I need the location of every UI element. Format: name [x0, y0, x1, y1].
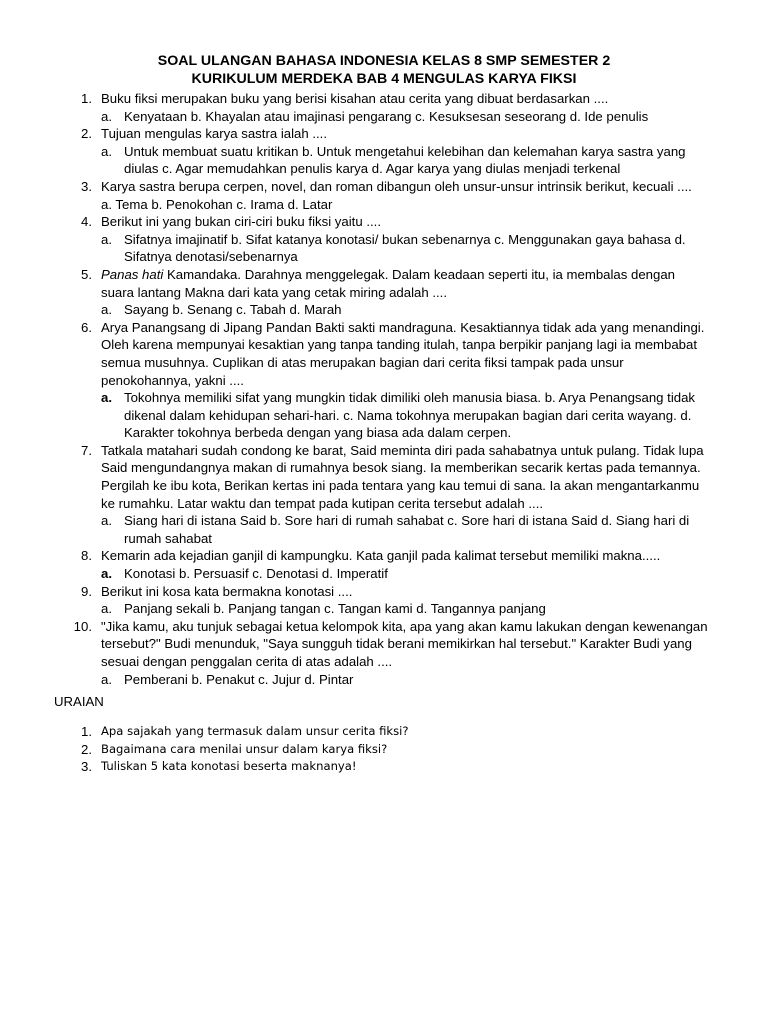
question-number: 8.	[81, 548, 92, 564]
question-text: Berikut ini kosa kata bermakna konotasi ....	[101, 583, 353, 599]
essay-question-text: Tuliskan 5 kata konotasi beserta maknanya!	[101, 759, 357, 774]
option-text: Siang hari di istana Said b. Sore hari di rumah sahabat c. Sore hari di istana Said d. Siang hari di rumah sahabat	[124, 513, 690, 546]
question-6	[0, 319, 711, 442]
option-text: Tokohnya memiliki sifat yang mungkin tidak dimiliki oleh manusia biasa. b. Arya Penangsang tidak dikenal dalam kehidupan sehari-hari. c. Nama tokohnya merupakan bagian dari cerita wayang. d. Karakter tokohnya berbeda dengan yang biasa ada dalam cerpen.	[124, 390, 696, 441]
question-number: 7.	[81, 442, 92, 458]
question-options	[101, 671, 711, 689]
question-text: "Jika kamu, aku tunjuk sebagai ketua kelompok kita, apa yang akan kamu lakukan dengan kewenangan tersebut?" Budi menunduk, "Saya sungguh tidak berani memikirkan hal tersebut." Karakter Budi yang sesuai dengan penggalan cerita di atas adalah ....	[101, 618, 708, 669]
question-number: 4.	[81, 214, 92, 230]
option-text: Pemberani b. Penakut c. Jujur d. Pintar	[124, 671, 354, 687]
question-1	[0, 90, 711, 125]
essay-question-text: Apa sajakah yang termasuk dalam unsur cerita fiksi?	[101, 724, 409, 738]
essay-question-text: Bagaimana cara menilai unsur dalam karya fiksi?	[101, 741, 388, 756]
question-number: 3.	[81, 178, 92, 194]
option-label: a.	[101, 601, 112, 617]
essay-question-number: 1.	[81, 724, 92, 739]
question-number: 1.	[81, 91, 92, 106]
question-options	[101, 301, 711, 319]
option-label: a.	[101, 566, 112, 582]
option-label: a.	[101, 671, 112, 687]
question-text: Buku fiksi merupakan buku yang berisi kisahan atau cerita yang dibuat berdasarkan ....	[101, 91, 609, 106]
question-options	[101, 565, 711, 583]
question-number: 9.	[81, 583, 92, 599]
question-2	[0, 125, 711, 178]
question-text	[101, 266, 711, 301]
question-text: Karya sastra berupa cerpen, novel, dan roman dibangun oleh unsur-unsur intrinsik berikut, kecuali ....	[101, 178, 692, 194]
question-4	[0, 213, 711, 266]
option-text: Panjang sekali b. Panjang tangan c. Tangan kami d. Tangannya panjang	[124, 601, 546, 617]
question-10	[0, 618, 711, 688]
option-label: a.	[101, 390, 112, 406]
question-options	[101, 196, 711, 214]
question-3	[0, 178, 711, 213]
question-text: Tatkala matahari sudah condong ke barat, Said meminta diri pada sahabatnya untuk pulang. Tidak lupa Said mengundangnya makan di rumahnya besok siang. Ia memberikan secarik kertas pada temannya. Pergilah ke ibu kota, Berikan kertas ini pada tentara yang kau temui di sana. Ia akan mengantarkanmu ke rumahku. Latar waktu dan tempat pada kutipan cerita tersebut adalah ....	[101, 442, 704, 511]
question-number: 2.	[81, 126, 92, 142]
question-7	[0, 442, 711, 548]
essay-question-3	[0, 758, 409, 776]
question-options	[101, 143, 711, 178]
question-options	[101, 231, 711, 266]
question-number: 6.	[81, 319, 92, 335]
multiple-choice-list	[0, 90, 711, 688]
question-text-rest: Kamandaka. Darahnya menggelegak. Dalam keadaan seperti itu, ia membalas dengan suara lantang Makna dari kata yang cetak miring adalah ....	[101, 266, 676, 300]
question-options	[101, 108, 711, 126]
essay-question-number: 2.	[81, 741, 92, 757]
option-label: a.	[101, 231, 112, 247]
essay-question-number: 3.	[81, 759, 92, 775]
question-options	[101, 600, 711, 618]
option-text: Kenyataan b. Khayalan atau imajinasi pengarang c. Kesuksesan seseorang d. Ide penulis	[124, 108, 649, 124]
question-8	[0, 547, 711, 582]
option-text: Konotasi b. Persuasif c. Denotasi d. Imperatif	[124, 566, 388, 582]
question-text: Arya Panangsang di Jipang Pandan Bakti sakti mandraguna. Kesaktiannya tidak ada yang menandingi. Oleh karena mempunyai kesaktian yang tanpa tanding itulah, tanpa berpikir panjang lagi ia membabat semua musuhnya. Cuplikan di atas merupakan bagian dari cerita fiksi tampak pada unsur penokohannya, yakni ....	[101, 319, 705, 388]
question-5	[0, 266, 711, 319]
option-label: a.	[101, 513, 112, 529]
option-text: a. Tema b. Penokohan c. Irama d. Latar	[101, 196, 333, 212]
option-label: a.	[101, 108, 112, 124]
option-text: Untuk membuat suatu kritikan b. Untuk mengetahui kelebihan dan kelemahan karya sastra yang diulas c. Agar memudahkan penulis karya d. Agar karya yang diulas menjadi terkenal	[124, 143, 686, 177]
question-9	[0, 583, 711, 618]
essay-section-heading: URAIAN	[54, 694, 104, 709]
option-text: Sifatnya imajinatif b. Sifat katanya konotasi/ bukan sebenarnya c. Menggunakan gaya bahasa d. Sifatnya denotasi/sebenarnya	[124, 231, 686, 265]
essay-question-1	[0, 723, 409, 741]
question-text: Tujuan mengulas karya sastra ialah ....	[101, 126, 328, 142]
italic-phrase: Panas hati	[101, 266, 164, 282]
option-label: a.	[101, 143, 112, 159]
question-options	[101, 512, 711, 547]
essay-question-list	[0, 723, 409, 776]
document-title-line-2: KURIKULUM MERDEKA BAB 4 MENGULAS KARYA FIKSI	[191, 71, 577, 87]
document-title-line-1: SOAL ULANGAN BAHASA INDONESIA KELAS 8 SMP SEMESTER 2	[157, 53, 611, 69]
option-text: Sayang b. Senang c. Tabah d. Marah	[124, 302, 342, 318]
question-text: Berikut ini yang bukan ciri-ciri buku fiksi yaitu ....	[101, 214, 381, 230]
question-number: 5.	[81, 266, 92, 282]
question-options	[101, 389, 711, 442]
question-number: 10.	[73, 618, 92, 634]
question-text: Kemarin ada kejadian ganjil di kampungku. Kata ganjil pada kalimat tersebut memiliki makna.....	[101, 548, 661, 564]
option-label: a.	[101, 302, 112, 318]
essay-question-2	[0, 741, 409, 759]
